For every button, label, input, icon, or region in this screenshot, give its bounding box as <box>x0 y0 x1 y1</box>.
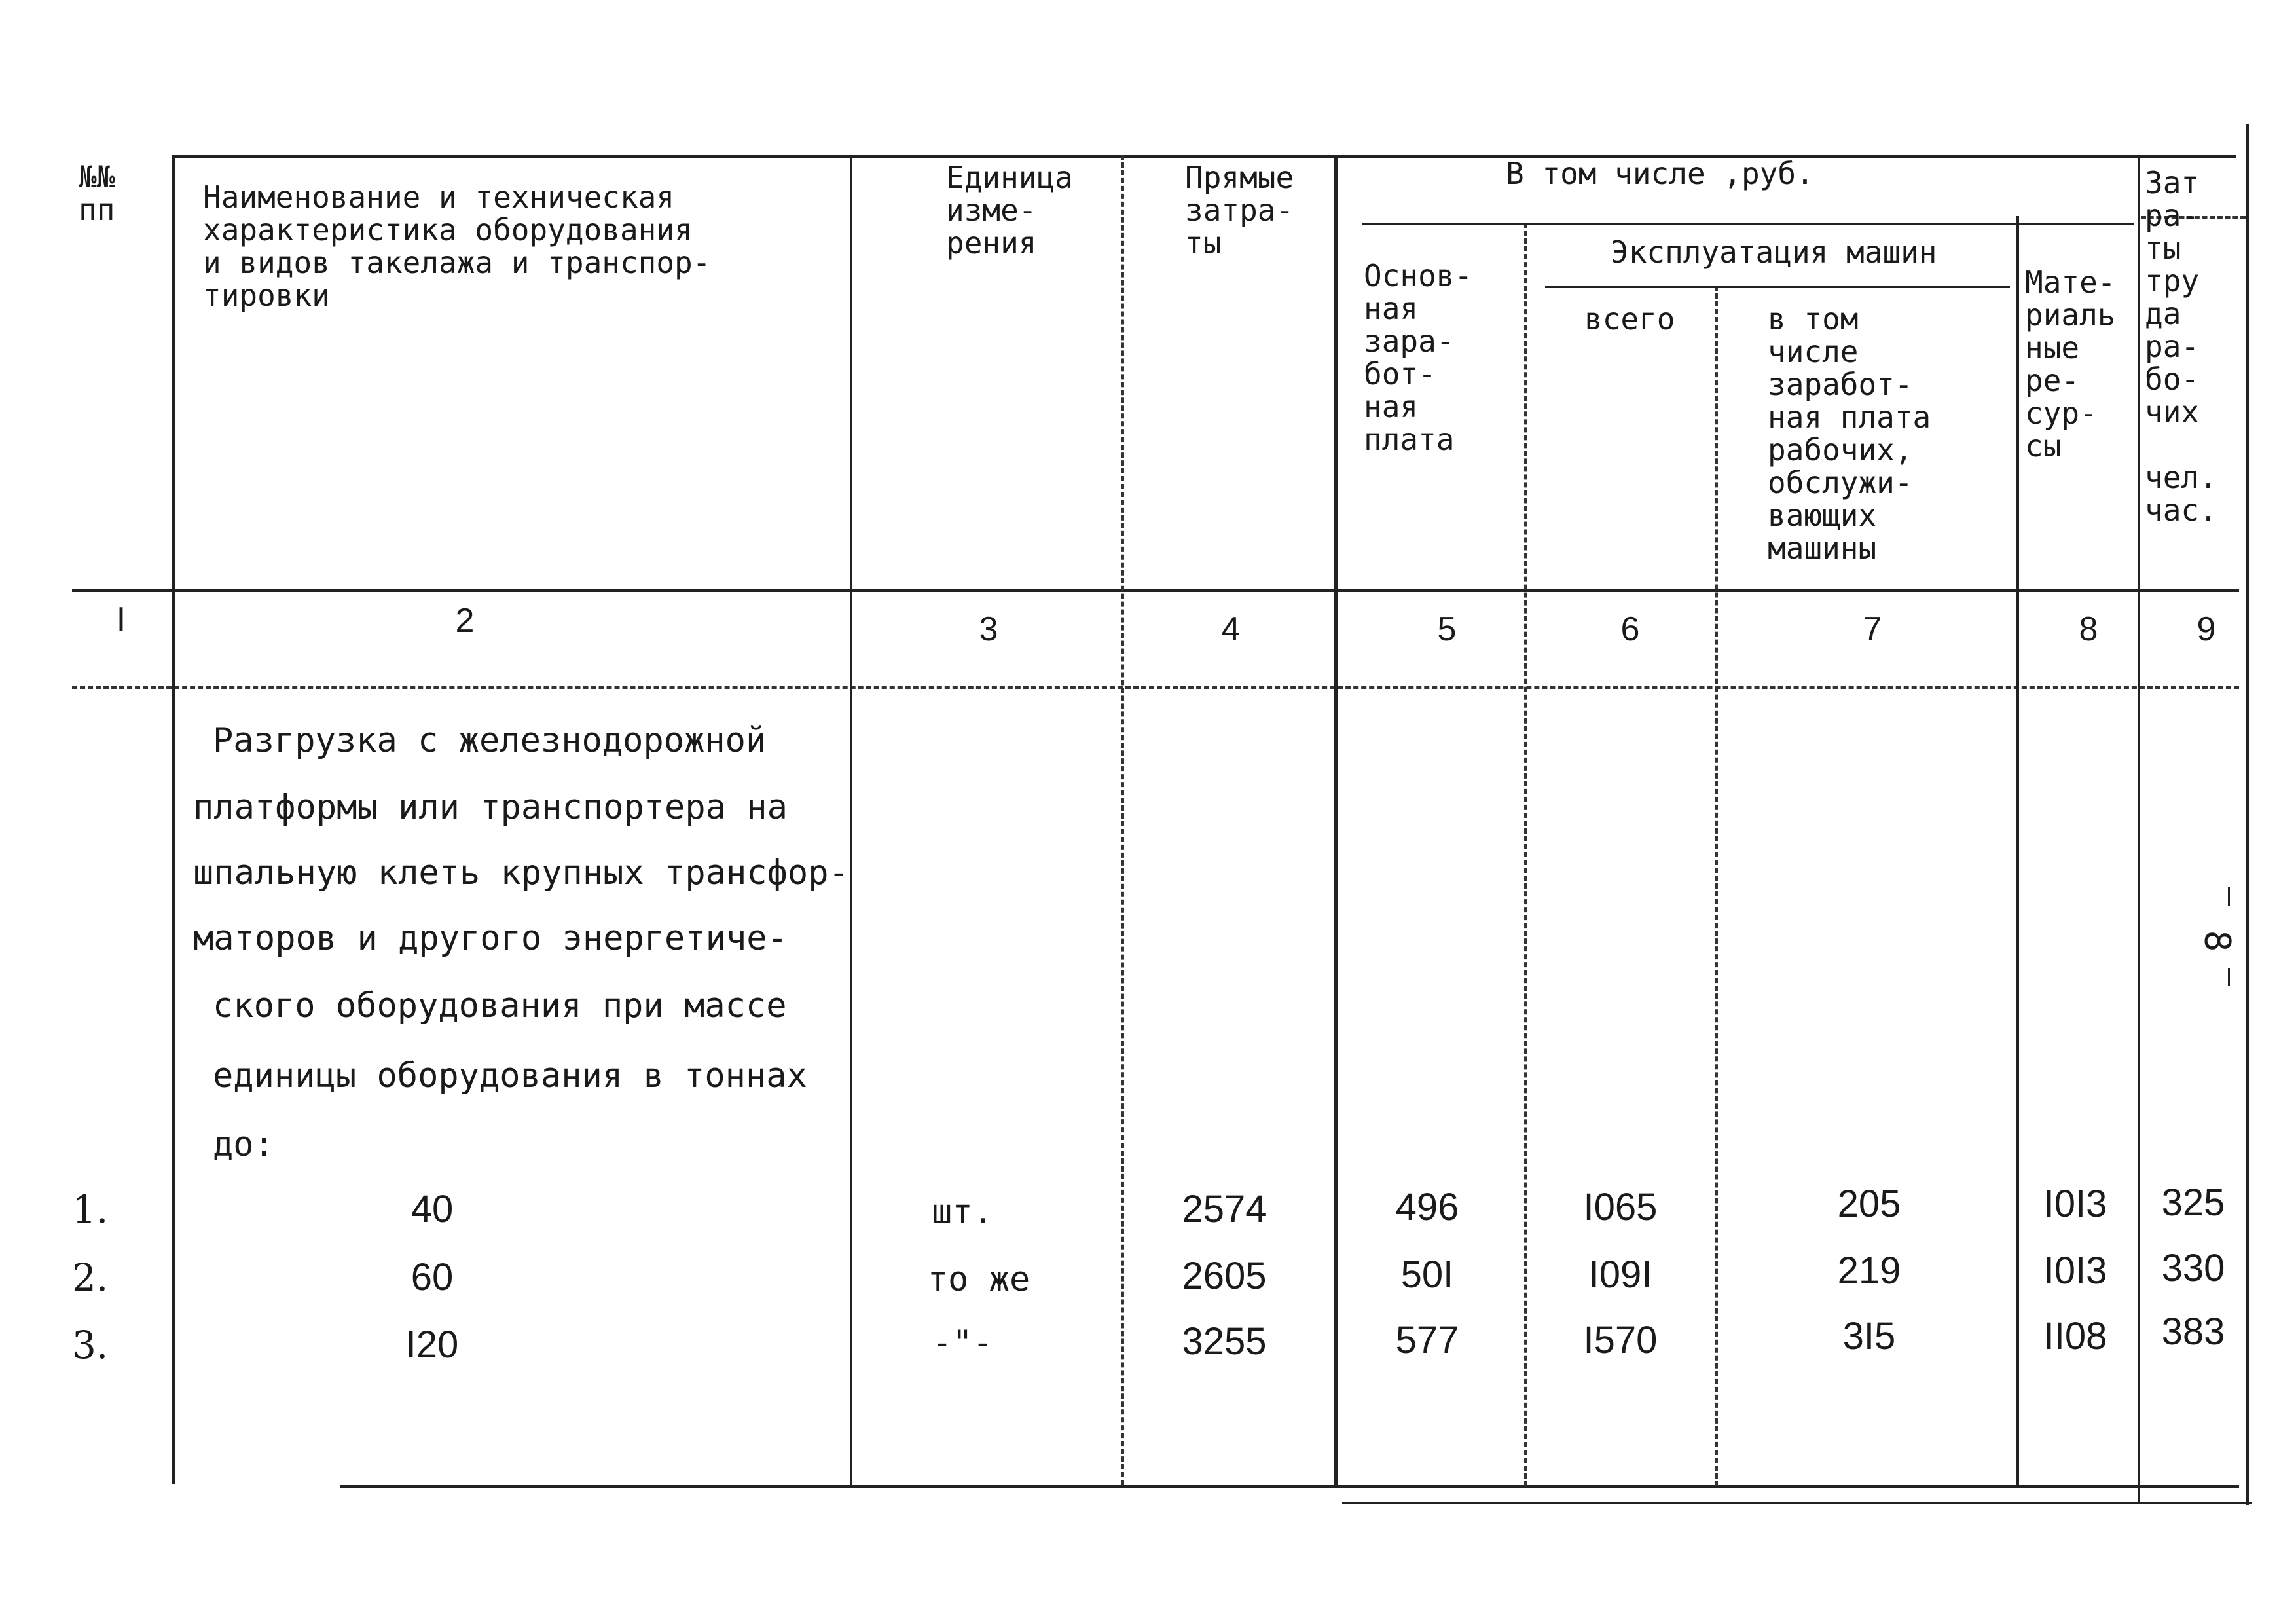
row-1-exp-total: I065 <box>1583 1186 1658 1228</box>
row-2-materials: I0I3 <box>2043 1249 2107 1292</box>
header-group-exploitation: Эксплуатация машин <box>1611 234 1937 270</box>
column-number-6: 6 <box>1620 610 1640 648</box>
row-3-name: I20 <box>405 1323 459 1366</box>
row-1-direct: 2574 <box>1182 1188 1267 1230</box>
description-line-2: платформы или транспортера на <box>193 788 788 827</box>
row-1-name: 40 <box>410 1188 454 1230</box>
header-col8: Мате- риаль ные ре- сур- сы <box>2025 265 2116 464</box>
row-2-direct: 2605 <box>1182 1255 1267 1297</box>
row-2-exp-total: I09I <box>1588 1253 1652 1296</box>
row-3-unit: -"- <box>932 1323 993 1363</box>
column-number-9: 9 <box>2196 610 2216 648</box>
table-bottom-border-end <box>1342 1502 2252 1504</box>
margin-dash-top <box>2228 887 2230 906</box>
column-number-7: 7 <box>1863 610 1882 648</box>
row-3-direct: 3255 <box>1182 1320 1267 1363</box>
row-2-number: 2. <box>72 1255 109 1300</box>
row-2-exp-wage: 219 <box>1837 1249 1901 1292</box>
col1-col2-divider <box>172 155 175 1484</box>
header-col1: №№ пп <box>79 159 115 227</box>
header-col6: всего <box>1584 301 1675 337</box>
column-number-1: I <box>116 600 126 638</box>
row-2-name: 60 <box>410 1256 454 1299</box>
group-main-underline <box>1362 223 2134 225</box>
row-1-wage: 496 <box>1395 1186 1459 1228</box>
header-bottom-border <box>72 589 2239 592</box>
col6-col7-divider <box>1715 286 1718 1486</box>
header-col2: Наименование и техническая характеристика оборудования и видов такелажа и транспор- тировки <box>203 179 711 313</box>
row-2-unit: то же <box>927 1260 1030 1299</box>
header-col3: Единица изме- рения <box>946 160 1073 261</box>
header-col9: Зат ра- ты тру да ра- бо- чих чел. час. <box>2145 165 2217 528</box>
row-3-number: 3. <box>72 1323 109 1367</box>
table-bottom-border <box>340 1485 2239 1488</box>
col8-col9-divider <box>2138 155 2140 1504</box>
row-1-exp-wage: 205 <box>1837 1183 1901 1225</box>
header-col5: Основ- ная зара- бот- ная плата <box>1364 258 1473 457</box>
row-1-number: 1. <box>72 1187 109 1232</box>
row-2-wage: 50I <box>1400 1253 1454 1296</box>
description-line-1: Разгрузка с железнодорожной <box>213 721 767 760</box>
row-1-labor: 325 <box>2161 1181 2225 1224</box>
column-number-4: 4 <box>1221 610 1241 648</box>
description-line-4: маторов и другого энергетиче- <box>193 919 788 958</box>
row-3-labor: 383 <box>2161 1310 2225 1353</box>
header-col4: Прямые затра- ты <box>1185 160 1294 261</box>
row-3-wage: 577 <box>1395 1319 1459 1361</box>
row-1-materials: I0I3 <box>2043 1183 2107 1225</box>
description-line-3: шпальную клеть крупных трансфор- <box>193 853 849 893</box>
row-3-materials: II08 <box>2043 1315 2107 1357</box>
description-line-7: до: <box>213 1125 274 1164</box>
row-3-exp-total: I570 <box>1583 1319 1658 1361</box>
description-line-6: единицы оборудования в тоннах <box>213 1056 807 1096</box>
col5-col6-divider <box>1524 223 1527 1486</box>
group-exploitation-underline <box>1545 286 2010 288</box>
column-number-5: 5 <box>1437 610 1457 648</box>
description-line-5: ского оборудования при массе <box>213 986 787 1025</box>
row-2-labor: 330 <box>2161 1247 2225 1289</box>
table-top-border <box>173 155 2236 158</box>
table-right-border <box>2246 124 2249 1505</box>
column-number-8: 8 <box>2079 610 2098 648</box>
header-col7: в том числе заработ- ная плата рабочих, обслужи- вающих машины <box>1768 301 1931 566</box>
column-number-2: 2 <box>455 602 475 640</box>
margin-page-number: 8 <box>2196 930 2238 952</box>
column-number-3: 3 <box>979 610 998 648</box>
row-3-exp-wage: 3I5 <box>1842 1315 1896 1357</box>
col3-col4-divider <box>1121 155 1124 1485</box>
row-1-unit: шт. <box>932 1192 993 1232</box>
col4-col5-divider <box>1334 155 1338 1485</box>
col7-col8-divider <box>2016 216 2019 1485</box>
header-group-main: В том числе ,руб. <box>1506 156 1814 191</box>
column-numbers-bottom-border <box>72 686 2239 689</box>
col2-col3-divider <box>850 155 852 1485</box>
margin-dash-bottom <box>2228 968 2230 986</box>
